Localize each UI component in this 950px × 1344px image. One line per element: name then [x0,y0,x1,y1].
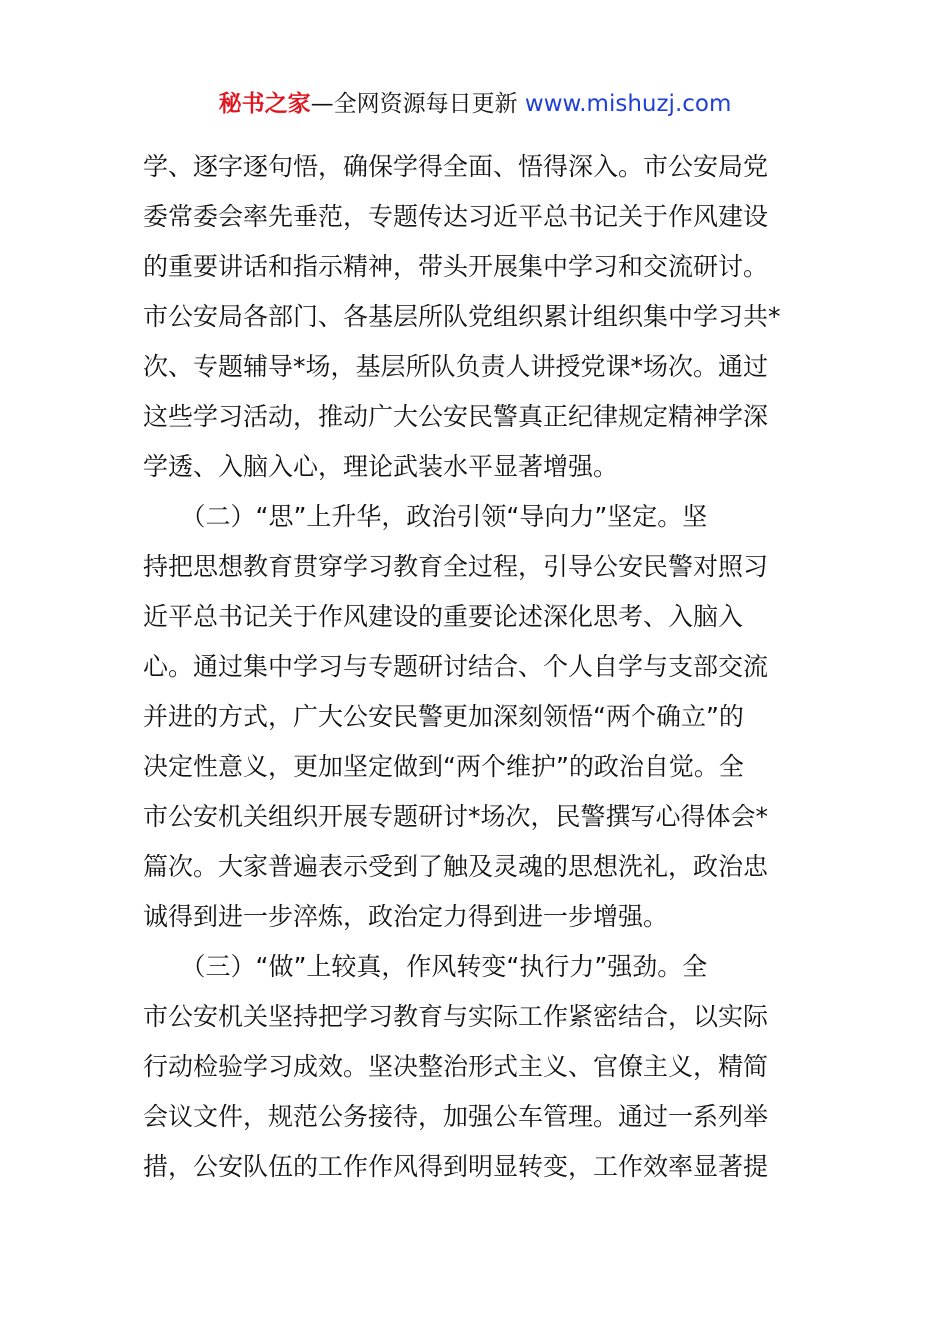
text-line: 决定性意义，更加坚定做到“两个维护”的政治自觉。全 [143,752,744,781]
text-line: 措，公安队伍的工作作风得到明显转变，工作效率显著提 [143,1152,769,1181]
header-tagline: —全网资源每日更新 [310,91,518,117]
text-line: 市公安机关组织开展专题研讨*场次，民警撰写心得体会* [143,802,769,831]
text-line: 会议文件，规范公务接待，加强公车管理。通过一系列举 [143,1102,769,1131]
header-url-link[interactable]: www.mishuzj.com [524,91,732,117]
page-header [0,86,950,122]
document-body [143,142,809,1192]
text-line: 学、逐字逐句悟，确保学得全面、悟得深入。市公安局党 [143,152,769,181]
text-line: 次、专题辅导*场，基层所队负责人讲授党课*场次。通过 [143,352,769,381]
text-line: 持把思想教育贯穿学习教育全过程，引导公安民警对照习 [143,552,769,581]
text-line: 行动检验学习成效。坚决整治形式主义、官僚主义，精简 [143,1052,769,1081]
text-line: 市公安机关坚持把学习教育与实际工作紧密结合，以实际 [143,1002,769,1031]
text-line: 的重要讲话和指示精神，带头开展集中学习和交流研讨。 [143,252,769,281]
paragraph-heading-line: （二）“思”上升华，政治引领“导向力”坚定。坚 [143,502,708,531]
paragraph-heading-line: （三）“做”上较真，作风转变“执行力”强劲。全 [143,952,708,981]
brand-name: 秘书之家 [218,91,311,117]
text-line: 这些学习活动，推动广大公安民警真正纪律规定精神学深 [143,402,769,431]
text-line: 心。通过集中学习与专题研讨结合、个人自学与支部交流 [143,652,769,681]
text-line: 市公安局各部门、各基层所队党组织累计组织集中学习共* [143,302,781,331]
text-line: 学透、入脑入心，理论武装水平显著增强。 [143,452,619,481]
text-line: 并进的方式，广大公安民警更加深刻领悟“两个确立”的 [143,702,744,731]
text-line: 近平总书记关于作风建设的重要论述深化思考、入脑入 [143,602,744,631]
text-line: 委常委会率先垂范，专题传达习近平总书记关于作风建设 [143,202,769,231]
text-line: 篇次。大家普遍表示受到了触及灵魂的思想洗礼，政治忠 [143,852,769,881]
text-line: 诚得到进一步淬炼，政治定力得到进一步增强。 [143,902,669,931]
